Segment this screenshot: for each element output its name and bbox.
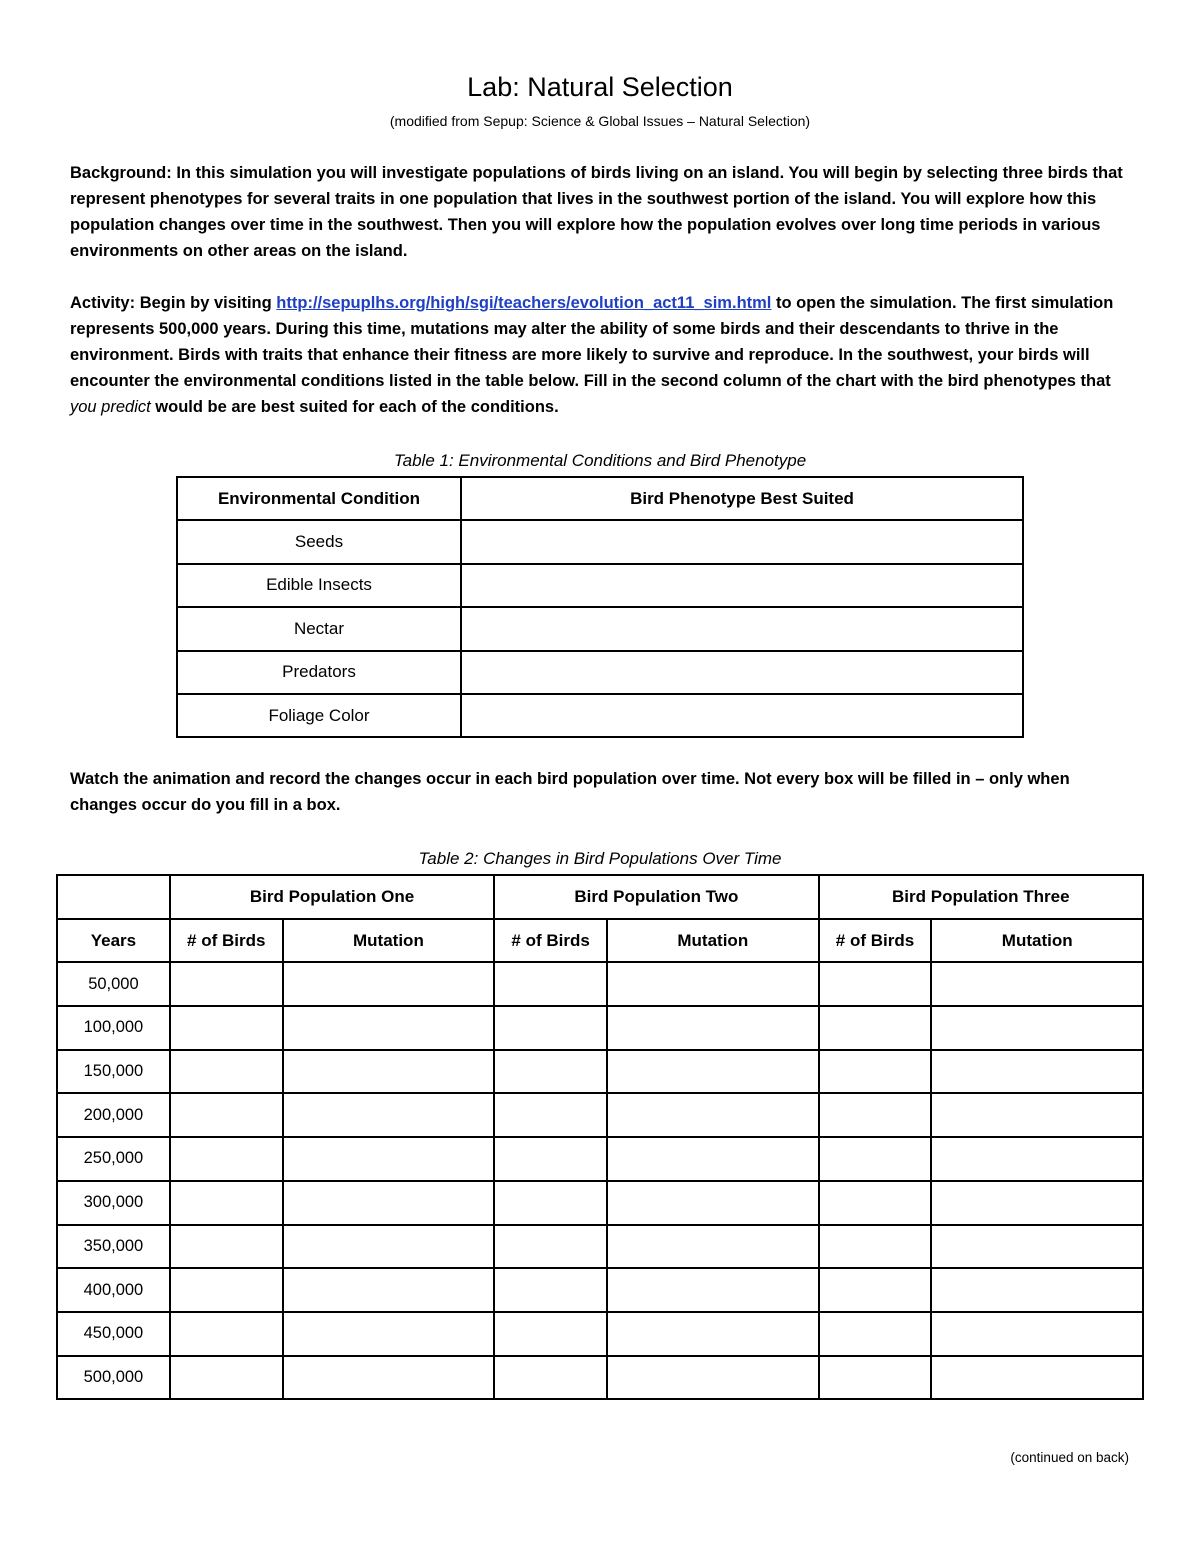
num-birds-input-cell[interactable] bbox=[819, 1093, 932, 1137]
footer-note: (continued on back) bbox=[1010, 1450, 1129, 1465]
mutation-input-cell[interactable] bbox=[607, 1137, 819, 1181]
num-birds-input-cell[interactable] bbox=[170, 1181, 283, 1225]
table-row bbox=[57, 1356, 1143, 1400]
mutation-input-cell[interactable] bbox=[931, 1225, 1143, 1269]
num-birds-input-cell[interactable] bbox=[819, 1268, 932, 1312]
table-row bbox=[57, 1137, 1143, 1181]
num-birds-input-cell[interactable] bbox=[170, 1268, 283, 1312]
mutation-input-cell[interactable] bbox=[607, 1050, 819, 1094]
condition-cell: Foliage Color bbox=[177, 694, 461, 737]
num-birds-input-cell[interactable] bbox=[494, 1050, 607, 1094]
page-subtitle: (modified from Sepup: Science & Global Issues – Natural Selection) bbox=[389, 113, 811, 129]
num-birds-input-cell[interactable] bbox=[494, 1137, 607, 1181]
environment-table bbox=[176, 476, 1024, 738]
years-cell: 100,000 bbox=[57, 1006, 170, 1050]
header-mutation: Mutation bbox=[283, 919, 495, 963]
num-birds-input-cell[interactable] bbox=[494, 1356, 607, 1400]
background-paragraph bbox=[70, 160, 1140, 264]
table-row bbox=[177, 564, 1023, 607]
header-num-birds: # of Birds bbox=[819, 919, 932, 963]
instructions-paragraph bbox=[70, 766, 1140, 818]
mutation-input-cell[interactable] bbox=[607, 1312, 819, 1356]
mutation-input-cell[interactable] bbox=[931, 1356, 1143, 1400]
years-cell: 200,000 bbox=[57, 1093, 170, 1137]
num-birds-input-cell[interactable] bbox=[170, 1356, 283, 1400]
phenotype-input-cell[interactable] bbox=[461, 694, 1023, 737]
years-cell: 250,000 bbox=[57, 1137, 170, 1181]
table-row bbox=[57, 1181, 1143, 1225]
header-num-birds: # of Birds bbox=[494, 919, 607, 963]
mutation-input-cell[interactable] bbox=[931, 1050, 1143, 1094]
num-birds-input-cell[interactable] bbox=[170, 1225, 283, 1269]
table-header-row bbox=[177, 477, 1023, 520]
mutation-input-cell[interactable] bbox=[283, 1050, 495, 1094]
num-birds-input-cell[interactable] bbox=[170, 1006, 283, 1050]
num-birds-input-cell[interactable] bbox=[494, 1093, 607, 1137]
mutation-input-cell[interactable] bbox=[931, 1181, 1143, 1225]
num-birds-input-cell[interactable] bbox=[819, 1181, 932, 1225]
mutation-input-cell[interactable] bbox=[283, 1093, 495, 1137]
activity-text-end: would be are best suited for each of the conditions. bbox=[150, 398, 559, 416]
activity-text-after-link: to open the simulation. The first simulation represents 500,000 years. During this time, mutations may alter the ability of some birds and their descendants to thrive in the environment. Birds with traits that enhance their fitness are more likely to survive and reproduce. In the southwest, your birds will encounter the environmental conditions listed in the table below. Fill in the second column of the chart with the bird phenotypes that bbox=[70, 294, 1114, 390]
table2-caption-text: Changes in Bird Populations Over Time bbox=[478, 849, 782, 868]
mutation-input-cell[interactable] bbox=[931, 962, 1143, 1006]
num-birds-input-cell[interactable] bbox=[494, 1181, 607, 1225]
header-environmental-condition: Environmental Condition bbox=[177, 477, 461, 520]
condition-cell: Edible Insects bbox=[177, 564, 461, 607]
mutation-input-cell[interactable] bbox=[931, 1006, 1143, 1050]
simulation-link[interactable]: http://sepuplhs.org/high/sgi/teachers/evolution_act11_sim.html bbox=[276, 294, 772, 312]
table-row bbox=[57, 1312, 1143, 1356]
phenotype-input-cell[interactable] bbox=[461, 564, 1023, 607]
table-row bbox=[57, 1050, 1143, 1094]
table-row bbox=[57, 1006, 1143, 1050]
table-row bbox=[177, 694, 1023, 737]
header-population-one: Bird Population One bbox=[170, 875, 494, 919]
mutation-input-cell[interactable] bbox=[283, 1312, 495, 1356]
mutation-input-cell[interactable] bbox=[607, 1268, 819, 1312]
condition-cell: Seeds bbox=[177, 520, 461, 563]
header-bird-phenotype: Bird Phenotype Best Suited bbox=[461, 477, 1023, 520]
mutation-input-cell[interactable] bbox=[283, 1006, 495, 1050]
table2-caption-label: Table 2: bbox=[418, 849, 479, 868]
table-sub-header-row bbox=[57, 919, 1143, 963]
mutation-input-cell[interactable] bbox=[931, 1137, 1143, 1181]
years-cell: 350,000 bbox=[57, 1225, 170, 1269]
table-group-header-row bbox=[57, 875, 1143, 919]
years-cell: 300,000 bbox=[57, 1181, 170, 1225]
num-birds-input-cell[interactable] bbox=[819, 1137, 932, 1181]
num-birds-input-cell[interactable] bbox=[170, 1137, 283, 1181]
phenotype-input-cell[interactable] bbox=[461, 520, 1023, 563]
table1-caption bbox=[0, 451, 1200, 471]
mutation-input-cell[interactable] bbox=[607, 1356, 819, 1400]
num-birds-input-cell[interactable] bbox=[170, 1312, 283, 1356]
page-title: Lab: Natural Selection bbox=[467, 72, 733, 102]
table2-caption bbox=[0, 849, 1200, 869]
mutation-input-cell[interactable] bbox=[283, 962, 495, 1006]
num-birds-input-cell[interactable] bbox=[819, 1356, 932, 1400]
table-row bbox=[177, 520, 1023, 563]
mutation-input-cell[interactable] bbox=[283, 1181, 495, 1225]
header-years: Years bbox=[57, 919, 170, 963]
background-text: In this simulation you will investigate populations of birds living on an island. You will begin by selecting three birds that represent phenotypes for several traits in one population that lives in the southwest portion of the island. You will explore how this population changes over time in the southwest. Then you will explore how the population evolves over long time periods in various environments on other areas on the island. bbox=[70, 164, 1123, 260]
num-birds-input-cell[interactable] bbox=[170, 962, 283, 1006]
background-label: Background: bbox=[70, 164, 172, 182]
mutation-input-cell[interactable] bbox=[283, 1356, 495, 1400]
num-birds-input-cell[interactable] bbox=[494, 1312, 607, 1356]
num-birds-input-cell[interactable] bbox=[819, 1050, 932, 1094]
phenotype-input-cell[interactable] bbox=[461, 651, 1023, 694]
table-row bbox=[177, 651, 1023, 694]
years-cell: 150,000 bbox=[57, 1050, 170, 1094]
years-cell: 450,000 bbox=[57, 1312, 170, 1356]
condition-cell: Predators bbox=[177, 651, 461, 694]
num-birds-input-cell[interactable] bbox=[494, 1225, 607, 1269]
phenotype-input-cell[interactable] bbox=[461, 607, 1023, 650]
activity-emphasis: you predict bbox=[70, 398, 151, 416]
header-population-three: Bird Population Three bbox=[819, 875, 1143, 919]
table-row bbox=[57, 1225, 1143, 1269]
table-row bbox=[57, 1093, 1143, 1137]
num-birds-input-cell[interactable] bbox=[170, 1050, 283, 1094]
years-cell: 500,000 bbox=[57, 1356, 170, 1400]
mutation-input-cell[interactable] bbox=[607, 1006, 819, 1050]
instructions-text: Watch the animation and record the changes occur in each bird population over time. Not every box will be filled in – only when changes occur do you fill in a box. bbox=[70, 770, 1070, 814]
activity-paragraph bbox=[70, 290, 1140, 420]
population-table bbox=[56, 874, 1144, 1400]
num-birds-input-cell[interactable] bbox=[819, 1006, 932, 1050]
mutation-input-cell[interactable] bbox=[931, 1268, 1143, 1312]
num-birds-input-cell[interactable] bbox=[170, 1093, 283, 1137]
num-birds-input-cell[interactable] bbox=[494, 1006, 607, 1050]
num-birds-input-cell[interactable] bbox=[494, 962, 607, 1006]
population-table-body bbox=[57, 962, 1143, 1399]
mutation-input-cell[interactable] bbox=[283, 1225, 495, 1269]
num-birds-input-cell[interactable] bbox=[494, 1268, 607, 1312]
years-cell: 50,000 bbox=[57, 962, 170, 1006]
years-cell: 400,000 bbox=[57, 1268, 170, 1312]
activity-label: Activity: bbox=[70, 294, 136, 312]
header-blank-cell bbox=[57, 875, 170, 919]
num-birds-input-cell[interactable] bbox=[819, 962, 932, 1006]
table-row bbox=[57, 962, 1143, 1006]
mutation-input-cell[interactable] bbox=[607, 1181, 819, 1225]
num-birds-input-cell[interactable] bbox=[819, 1225, 932, 1269]
mutation-input-cell[interactable] bbox=[607, 1225, 819, 1269]
table1-caption-text: Environmental Conditions and Bird Phenotype bbox=[453, 451, 807, 470]
mutation-input-cell[interactable] bbox=[607, 962, 819, 1006]
activity-text-before-link: Begin by visiting bbox=[135, 294, 277, 312]
condition-cell: Nectar bbox=[177, 607, 461, 650]
table-row bbox=[177, 607, 1023, 650]
num-birds-input-cell[interactable] bbox=[819, 1312, 932, 1356]
table1-caption-label: Table 1: bbox=[393, 451, 454, 470]
header-mutation: Mutation bbox=[607, 919, 819, 963]
mutation-input-cell[interactable] bbox=[931, 1093, 1143, 1137]
table-row bbox=[57, 1268, 1143, 1312]
header-population-two: Bird Population Two bbox=[494, 875, 818, 919]
mutation-input-cell[interactable] bbox=[931, 1312, 1143, 1356]
mutation-input-cell[interactable] bbox=[283, 1137, 495, 1181]
mutation-input-cell[interactable] bbox=[607, 1093, 819, 1137]
mutation-input-cell[interactable] bbox=[283, 1268, 495, 1312]
header-mutation: Mutation bbox=[931, 919, 1143, 963]
header-num-birds: # of Birds bbox=[170, 919, 283, 963]
